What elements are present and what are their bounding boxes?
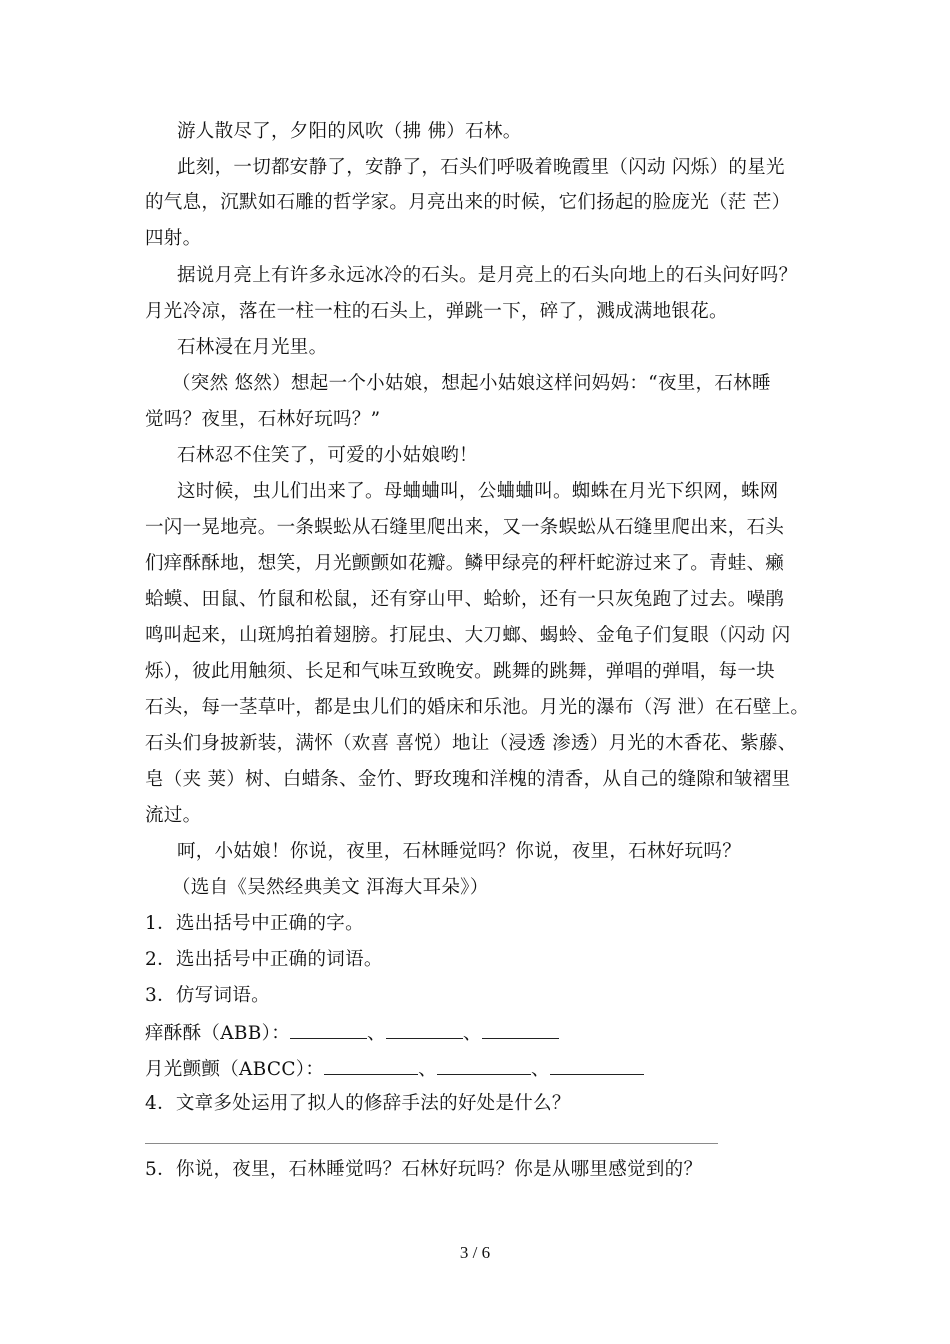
passage-line: 石林忍不住笑了，可爱的小姑娘哟！ [177, 445, 478, 466]
passage-line: 们痒酥酥地，想笑，月光颤颤如花瓣。鳞甲绿亮的秤杆蛇游过来了。青蛙、癞 [145, 553, 785, 574]
passage-line: 流过。 [145, 805, 202, 826]
passage-line: 觉吗？夜里，石林好玩吗？” [145, 409, 381, 430]
passage-line: 游人散尽了，夕阳的风吹（拂 佛）石林。 [177, 121, 522, 142]
passage-line: 据说月亮上有许多永远冰冷的石头。是月亮上的石头向地上的石头问好吗？ [177, 265, 798, 286]
passage-line: 石头，每一茎草叶，都是虫儿们的婚床和乐池。月光的瀑布（泻 泄）在石壁上。 [145, 697, 810, 718]
passage-line: 四射。 [145, 228, 202, 249]
answer-blank[interactable] [290, 1020, 367, 1039]
answer-blank[interactable] [482, 1020, 559, 1039]
answer-line[interactable] [145, 1143, 718, 1144]
page-number: 3 / 6 [459, 1243, 491, 1262]
passage-line: 的气息，沉默如石雕的哲学家。月亮出来的时候，它们扬起的脸庞光（茫 芒） [145, 192, 791, 213]
answer-blank[interactable] [437, 1056, 531, 1075]
answer-blank[interactable] [386, 1020, 463, 1039]
question-3a-label: 痒酥酥（ABB）： [145, 1023, 291, 1044]
question-3a-row [145, 1020, 559, 1046]
passage-line: 皂（夹 荚）树、白蜡条、金竹、野玫瑰和洋槐的清香，从自己的缝隙和皱褶里 [145, 769, 791, 790]
passage-line: 一闪一晃地亮。一条蜈蚣从石缝里爬出来，又一条蜈蚣从石缝里爬出来，石头 [145, 517, 785, 538]
passage-line: （突然 悠然）想起一个小姑娘，想起小姑娘这样问妈妈：“夜里，石林睡 [172, 373, 771, 394]
passage-line: 石头们身披新装，满怀（欢喜 喜悦）地让（浸透 渗透）月光的木香花、紫藤、 [145, 733, 797, 754]
question-2: 2．选出括号中正确的词语。 [145, 949, 383, 970]
passage-line: 月光冷凉，落在一柱一柱的石头上，弹跳一下，碎了，溅成满地银花。 [145, 301, 728, 322]
passage-line: 鸣叫起来，山斑鸠拍着翅膀。打屁虫、大刀螂、蝎蛉、金龟子们复眼（闪动 闪 [145, 625, 791, 646]
question-3: 3．仿写词语。 [145, 985, 270, 1006]
passage-line: 烁），彼此用触须、长足和气味互致晚安。跳舞的跳舞，弹唱的弹唱，每一块 [145, 661, 775, 682]
answer-blank[interactable] [324, 1056, 418, 1075]
passage-source: （选自《吴然经典美文 洱海大耳朵》） [172, 877, 489, 898]
question-3b-label: 月光颤颤（ABCC）： [145, 1059, 325, 1080]
separator: 、 [462, 1023, 482, 1044]
passage-line: 此刻，一切都安静了，安静了，石头们呼吸着晚霞里（闪动 闪烁）的星光 [177, 157, 785, 178]
separator: 、 [367, 1023, 386, 1044]
question-3b-row [145, 1056, 644, 1082]
answer-blank[interactable] [550, 1056, 644, 1075]
question-1: 1．选出括号中正确的字。 [145, 913, 364, 934]
separator: 、 [530, 1059, 550, 1080]
passage-line: 这时候，虫儿们出来了。母蛐蛐叫，公蛐蛐叫。蜘蛛在月光下织网，蛛网 [177, 481, 779, 502]
question-5: 5．你说，夜里，石林睡觉吗？石林好玩吗？你是从哪里感觉到的？ [145, 1159, 703, 1180]
separator: 、 [418, 1059, 437, 1080]
passage-line: 蛤蟆、田鼠、竹鼠和松鼠，还有穿山甲、蛤蚧，还有一只灰兔跑了过去。噪鹃 [145, 589, 785, 610]
passage-line: 呵，小姑娘！你说，夜里，石林睡觉吗？你说，夜里，石林好玩吗？ [177, 841, 742, 862]
passage-line: 石林浸在月光里。 [177, 337, 328, 358]
question-4: 4．文章多处运用了拟人的修辞手法的好处是什么？ [145, 1093, 571, 1114]
